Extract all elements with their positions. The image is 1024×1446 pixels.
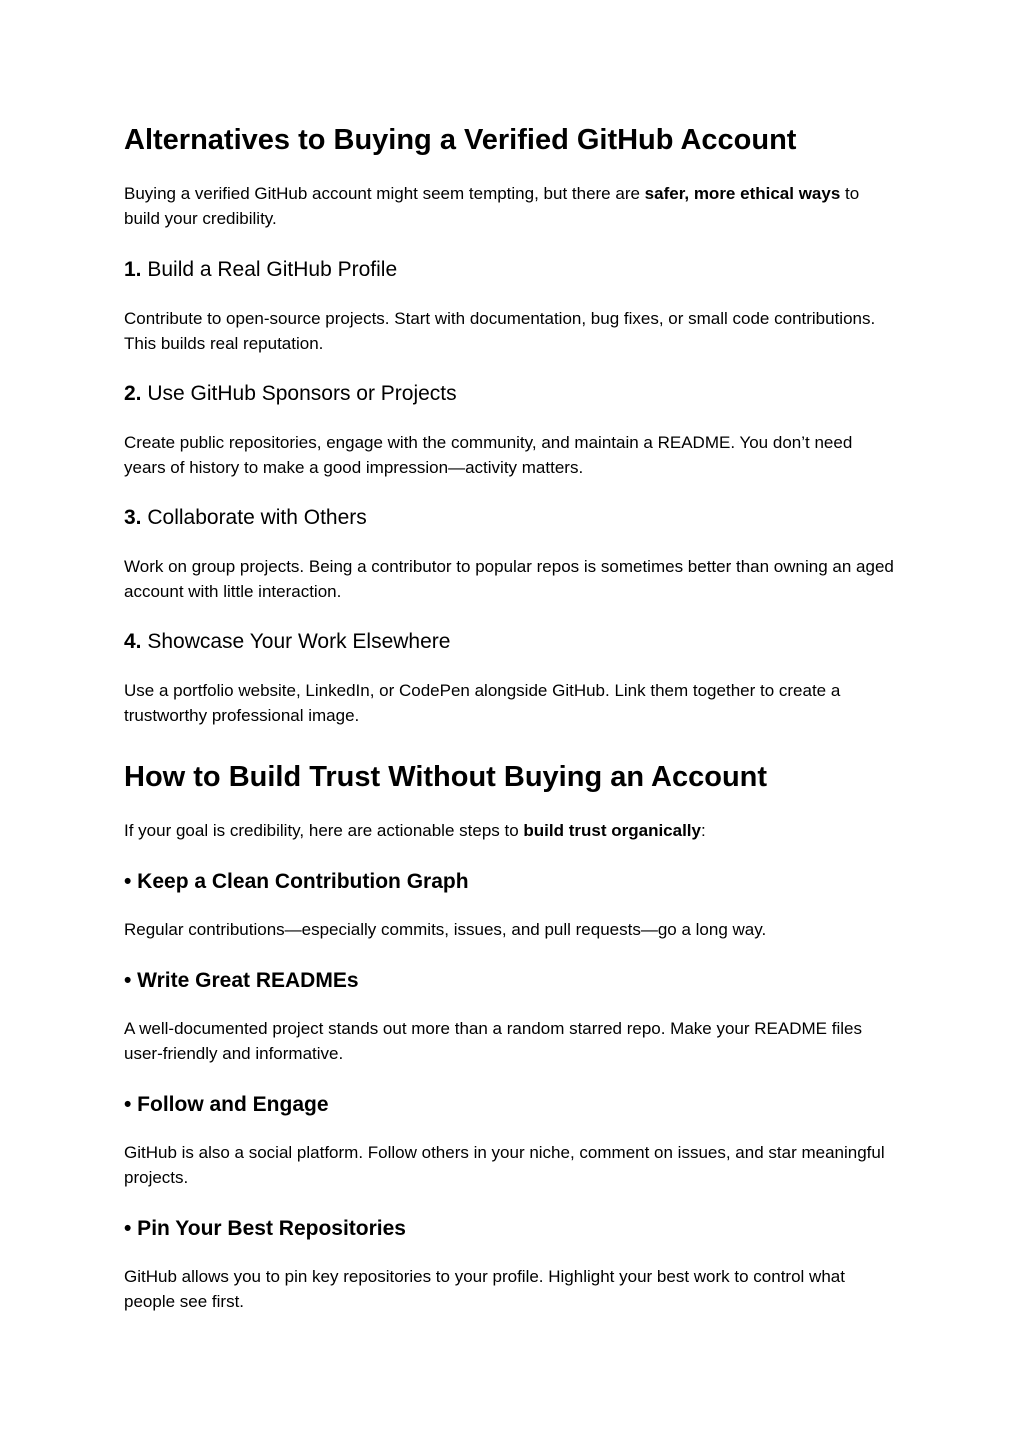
item-number: 2. (124, 382, 142, 405)
item-body-4: Use a portfolio website, LinkedIn, or CodePen alongside GitHub. Link them together to create a trustworthy professional image. (124, 681, 841, 725)
tip-body-follow-engage: GitHub is also a social platform. Follow others in your niche, comment on issues, and star meaningful projects. (124, 1143, 885, 1187)
tip-heading-pin-repos: • Pin Your Best Repositories (124, 1217, 406, 1240)
intro-text-bold: build trust organically (523, 821, 701, 840)
item-heading-text: Use GitHub Sponsors or Projects (141, 382, 457, 405)
intro-text-bold: safer, more ethical ways (644, 184, 841, 203)
item-heading-4 (124, 629, 450, 655)
tip-heading-readmes: • Write Great READMEs (124, 969, 359, 992)
tip-heading-contribution-graph: • Keep a Clean Contribution Graph (124, 870, 469, 893)
tip-body-contribution-graph: Regular contributions—especially commits, issues, and pull requests—go a long way. (124, 920, 767, 939)
intro-text-start: Buying a verified GitHub account might seem tempting, but there are (124, 184, 645, 203)
tip-body-readmes: A well-documented project stands out more than a random starred repo. Make your README files user-friendly and informative. (124, 1019, 862, 1063)
section-intro-build-trust (124, 818, 894, 843)
tip-body-pin-repos: GitHub allows you to pin key repositories to your profile. Highlight your best work to control what people see first. (124, 1267, 845, 1311)
tip-heading-follow-engage: • Follow and Engage (124, 1093, 329, 1116)
item-heading-3 (124, 505, 367, 531)
item-number: 1. (124, 258, 142, 281)
item-heading-text: Showcase Your Work Elsewhere (141, 630, 451, 653)
item-heading-text: Build a Real GitHub Profile (141, 258, 398, 281)
item-heading-text: Collaborate with Others (141, 506, 367, 529)
intro-text-end: to build your credibility. (124, 184, 860, 228)
item-heading-1 (124, 257, 397, 283)
intro-text-end: : (701, 821, 706, 840)
section-intro-alternatives (124, 181, 894, 231)
section-title-build-trust: How to Build Trust Without Buying an Account (124, 761, 768, 793)
item-number: 3. (124, 506, 142, 529)
intro-text-start: If your goal is credibility, here are actionable steps to (124, 821, 524, 840)
item-body-3: Work on group projects. Being a contributor to popular repos is sometimes better than owning an aged account with little interaction. (124, 557, 894, 601)
section-title-alternatives: Alternatives to Buying a Verified GitHub Account (124, 124, 797, 156)
item-body-1: Contribute to open-source projects. Start with documentation, bug fixes, or small code contributions. This builds real reputation. (124, 309, 876, 353)
item-body-2: Create public repositories, engage with the community, and maintain a README. You don’t need years of history to make a good impression—activity matters. (124, 433, 853, 477)
item-heading-2 (124, 381, 457, 407)
item-number: 4. (124, 630, 142, 653)
